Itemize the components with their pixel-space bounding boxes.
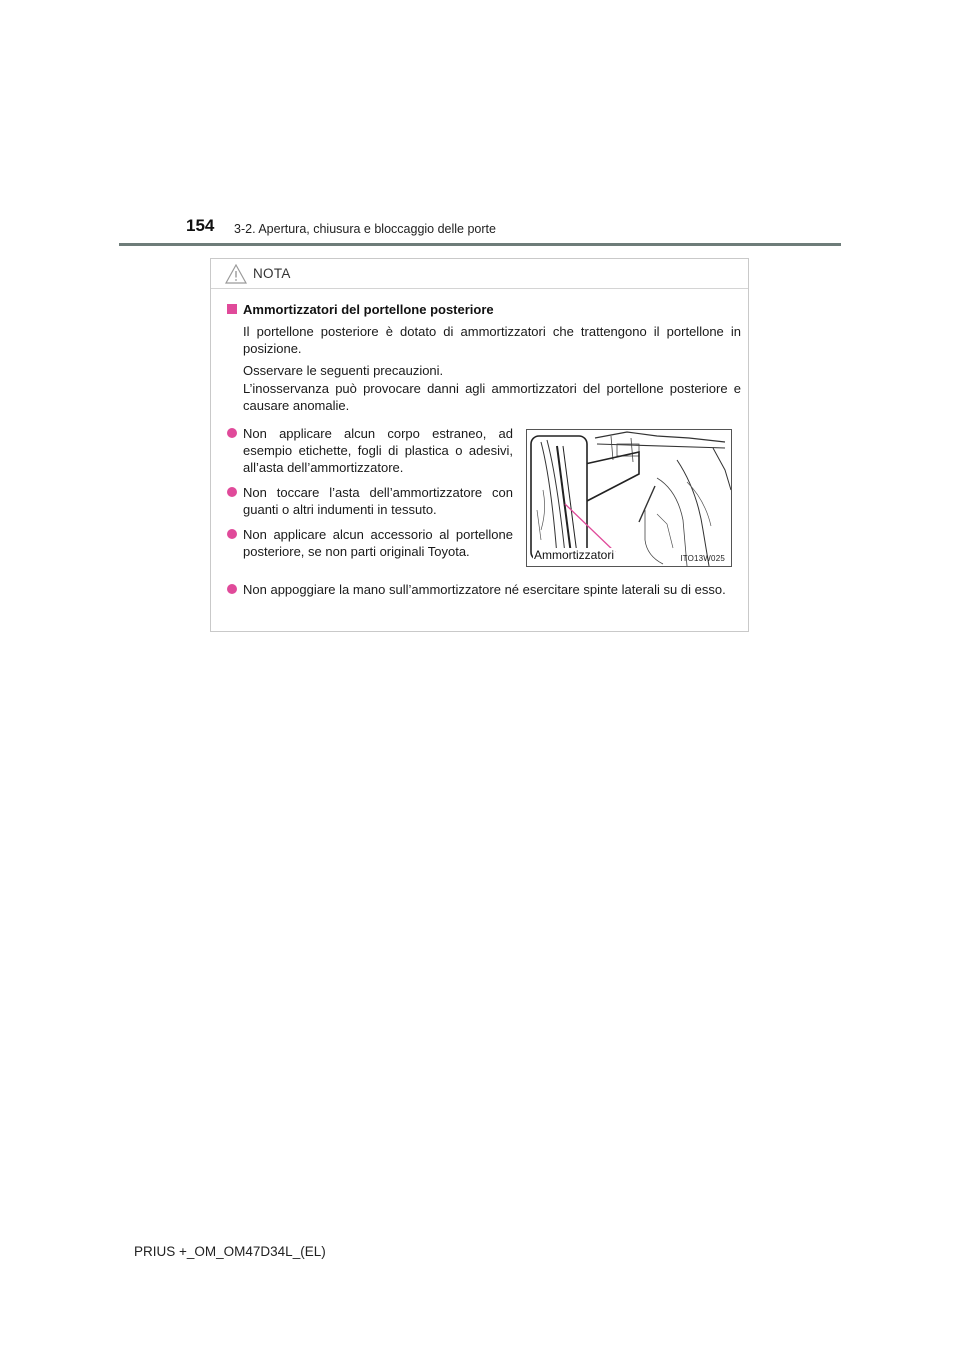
- square-bullet-icon: [227, 304, 237, 314]
- bullet-item: [227, 526, 513, 560]
- warning-triangle-icon: [225, 264, 247, 284]
- section-title: 3-2. Apertura, chiusura e bloccaggio delle porte: [234, 222, 496, 236]
- bullet-item: [227, 425, 513, 476]
- figure-code: ITO13W025: [680, 554, 725, 563]
- page-number: 154: [186, 216, 215, 235]
- header-rule: [119, 243, 841, 246]
- strut-callout-label: Ammortizzatori: [534, 548, 615, 562]
- bullet-text: Non toccare l’asta dell’ammortizzatore con guanti o altri indumenti in tessuto.: [243, 485, 513, 517]
- bullet-dot-icon: [227, 487, 237, 497]
- paragraph-intro: Il portellone posteriore è dotato di ammortizzatori che trattengono il portellone in posizione.: [243, 324, 741, 356]
- bullet-text: Non applicare alcun corpo estraneo, ad esempio etichette, fogli di plastica o adesivi, all’asta dell’ammortizzatore.: [243, 426, 513, 475]
- notice-header: [211, 259, 748, 289]
- tailgate-drawing: [527, 430, 731, 566]
- notice-box: [210, 258, 749, 632]
- subheading-text: Ammortizzatori del portellone posteriore: [243, 302, 494, 317]
- bullet-text: Non appoggiare la mano sull’ammortizzatore né esercitare spinte laterali su di esso.: [243, 582, 726, 597]
- bullet-dot-icon: [227, 529, 237, 539]
- paragraph-consequence: L’inosservanza può provocare danni agli ammortizzatori del portellone posteriore e causare anomalie.: [243, 381, 741, 413]
- notice-label: NOTA: [253, 266, 291, 281]
- subheading: [227, 302, 494, 317]
- bullet-dot-icon: [227, 428, 237, 438]
- tailgate-illustration: [526, 429, 732, 567]
- bullet-text: Non applicare alcun accessorio al portellone posteriore, se non parti originali Toyota.: [243, 527, 513, 559]
- document-code: PRIUS +_OM_OM47D34L_(EL): [134, 1244, 326, 1259]
- paragraph-precautions: Osservare le seguenti precauzioni.: [243, 363, 444, 378]
- bullet-item: [227, 484, 513, 518]
- bullet-list: [227, 425, 513, 568]
- bullet-dot-icon: [227, 584, 237, 594]
- bullet-item: [227, 581, 741, 598]
